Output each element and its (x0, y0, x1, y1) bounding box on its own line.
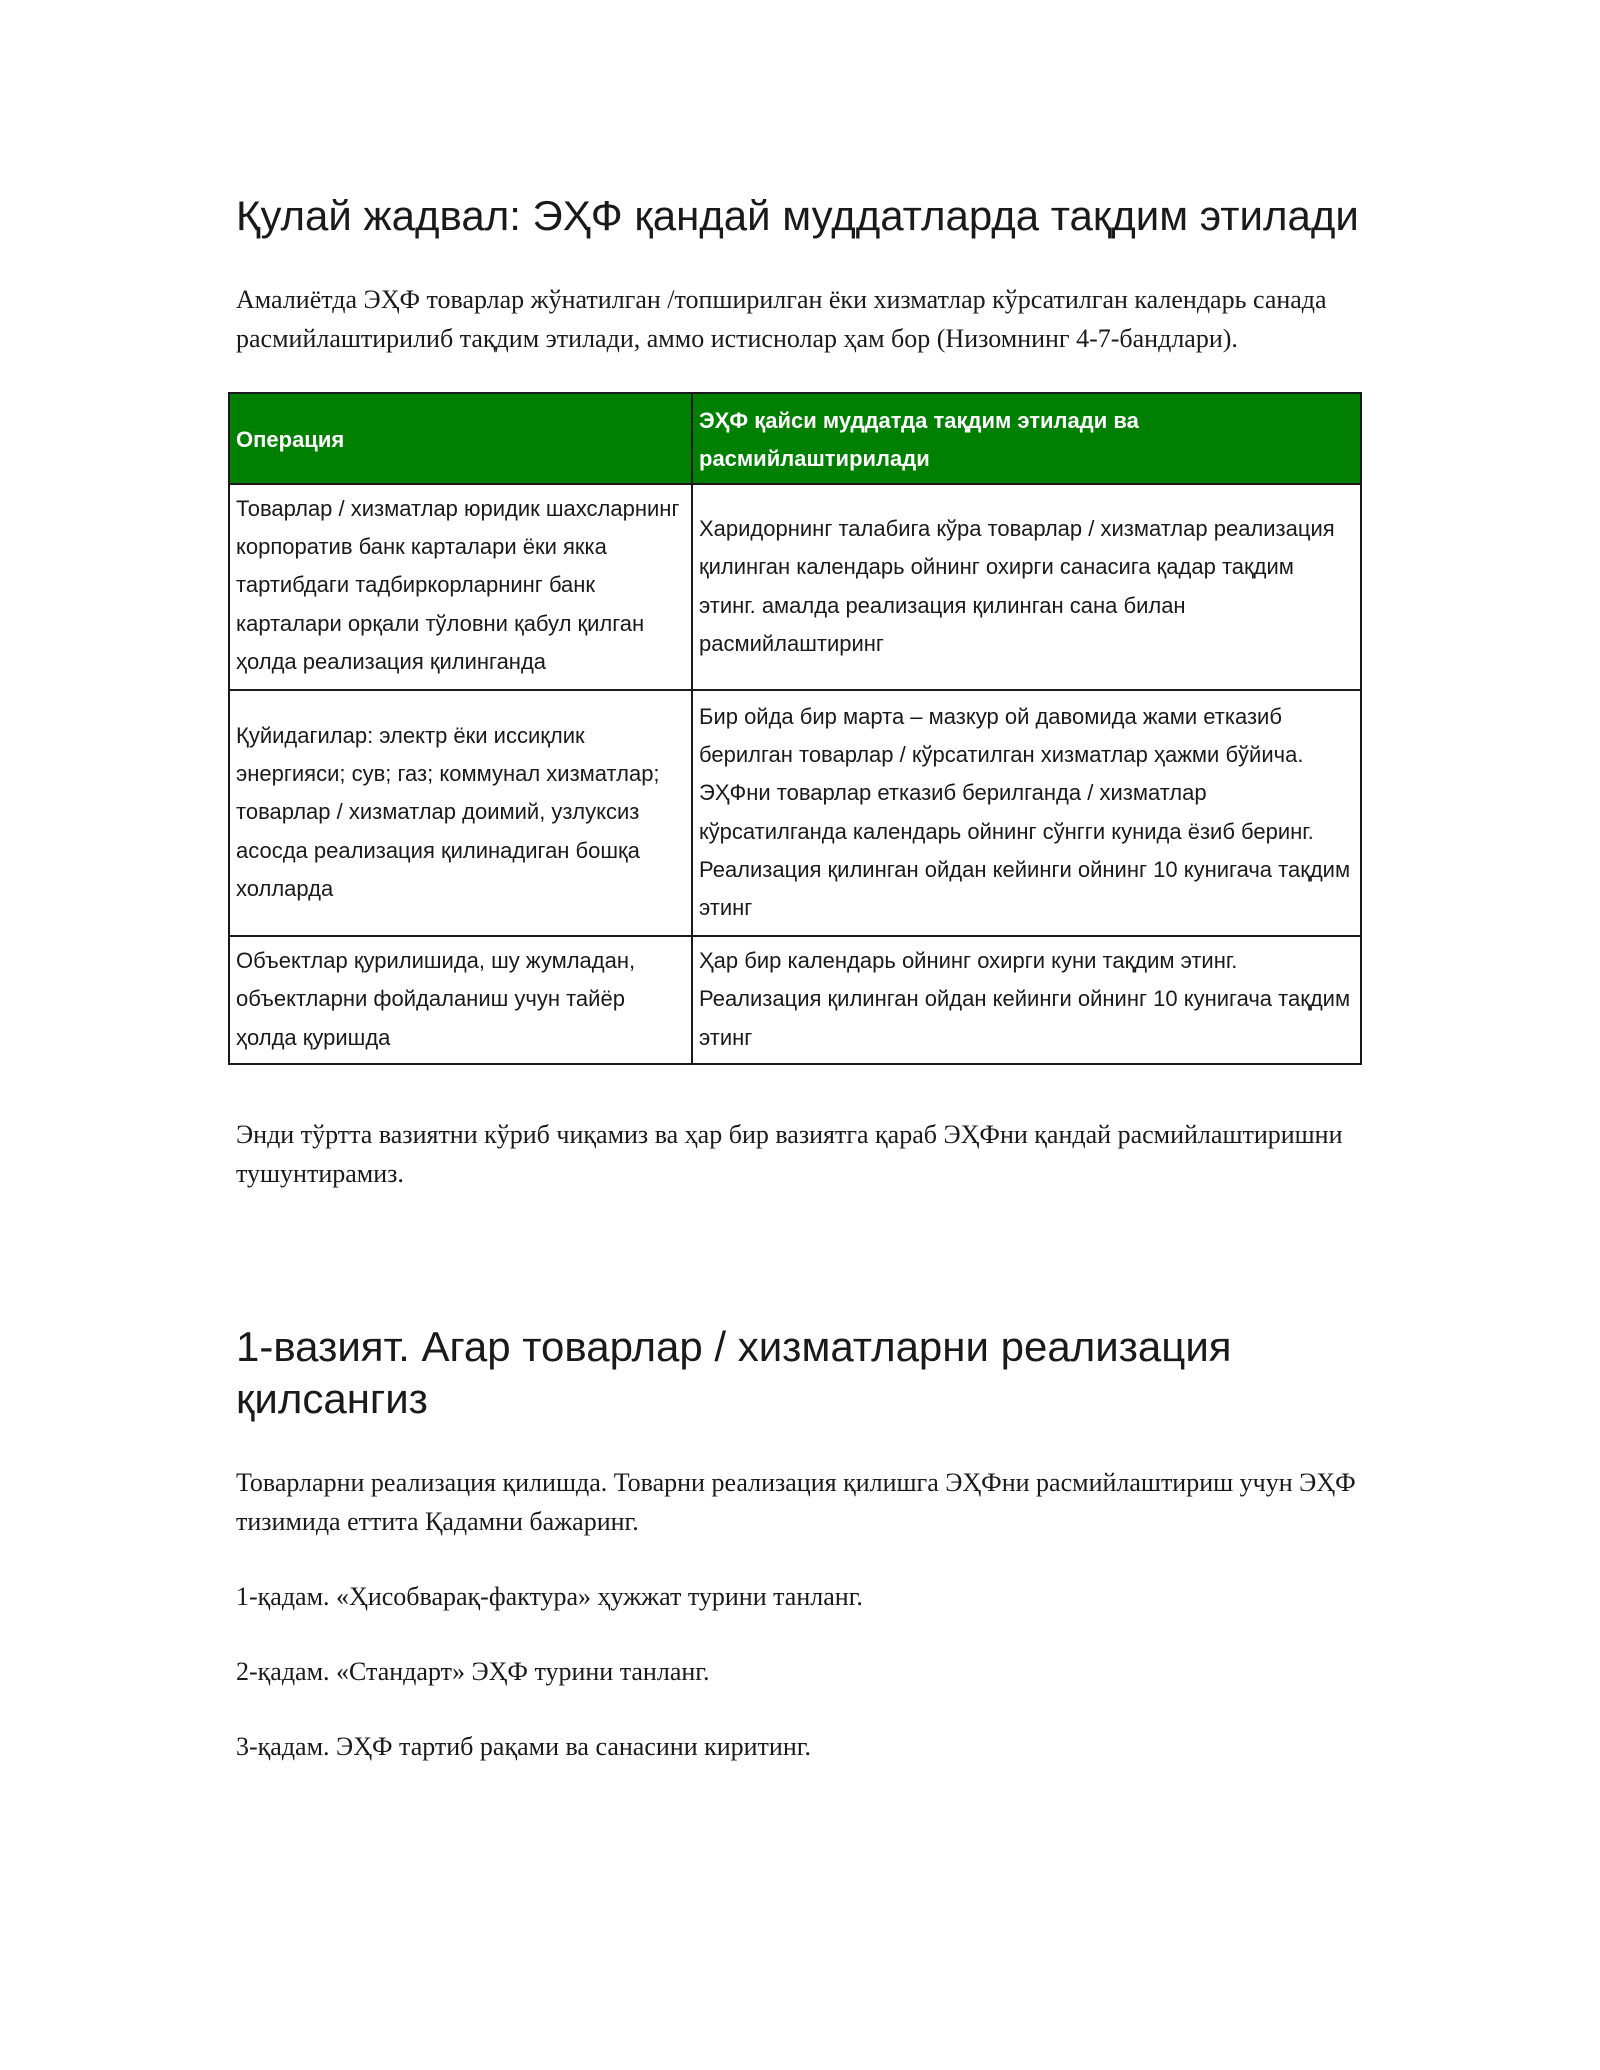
intro-paragraph: Амалиётда ЭҲФ товарлар жўнатилган /топширилган ёки хизматлар кўрсатилган календарь санада расмийлаштирилиб тақдим этилади, аммо истиснолар ҳам бор (Низомнинг 4-7-бандлари). (236, 285, 1327, 353)
table-header-row (229, 393, 1361, 484)
table-header-deadline: ЭҲФ қайси муддатда тақдим этилади ва расмийлаштирилади (692, 393, 1361, 484)
table-cell-deadline: Бир ойда бир марта – мазкур ой давомида жами етказиб берилган товарлар / кўрсатилган хизматлар ҳажми бўйича. ЭҲФни товарлар етказиб берилганда / хизматлар кўрсатилганда календарь ойнинг сўнгги кунида ёзиб беринг. Реализация қилинган ойдан кейинги ойнинг 10 кунигача тақдим этинг (692, 690, 1361, 936)
table-header-operation: Операция (229, 393, 692, 484)
step-3: 3-қадам. ЭҲФ тартиб рақами ва санасини киритинг. (236, 1731, 811, 1761)
document-page (236, 180, 1366, 1766)
deadline-table-wrapper (228, 392, 1360, 1065)
step-2: 2-қадам. «Стандарт» ЭҲФ турини танланг. (236, 1656, 710, 1686)
deadline-table (228, 392, 1362, 1065)
section-heading-situation-1: 1-вазият. Агар товарлар / хизматларни реализация қилсангиз (236, 1322, 1232, 1422)
step-1: 1-қадам. «Ҳисобварақ-фактура» ҳужжат турини танланг. (236, 1581, 863, 1611)
table-row (229, 484, 1361, 690)
table-cell-operation: Объектлар қурилишида, шу жумладан, объектларни фойдаланиш учун тайёр ҳолда қуришда (229, 936, 692, 1064)
table-cell-deadline: Ҳар бир календарь ойнинг охирги куни тақдим этинг. Реализация қилинган ойдан кейинги ойнинг 10 кунигача тақдим этинг (692, 936, 1361, 1064)
situation-1-intro: Товарларни реализация қилишда. Товарни реализация қилишга ЭҲФни расмийлаштириш учун ЭҲФ тизимида еттита Қадамни бажаринг. (236, 1467, 1356, 1536)
table-cell-deadline: Харидорнинг талабига кўра товарлар / хизматлар реализация қилинган календарь ойнинг охирги санасига қадар тақдим этинг. амалда реализация қилинган сана билан расмийлаштиринг (692, 484, 1361, 690)
table-cell-operation: Қуйидагилар: электр ёки иссиқлик энергияси; сув; газ; коммунал хизматлар; товарлар / хизматлар доимий, узлуксиз асосда реализация қилинадиган бошқа холларда (229, 690, 692, 936)
table-cell-operation: Товарлар / хизматлар юридик шахсларнинг корпоратив банк карталари ёки якка тартибдаги тадбиркорларнинг банк карталари орқали тўловни қабул қилган ҳолда реализация қилинганда (229, 484, 692, 690)
table-row (229, 690, 1361, 936)
after-table-paragraph: Энди тўртта вазиятни кўриб чиқамиз ва ҳар бир вазиятга қараб ЭҲФни қандай расмийлаштиришни тушунтирамиз. (236, 1119, 1343, 1188)
section-heading-schedule: Қулай жадвал: ЭҲФ қандай муддатларда тақдим этилади (236, 192, 1359, 239)
table-row (229, 936, 1361, 1064)
